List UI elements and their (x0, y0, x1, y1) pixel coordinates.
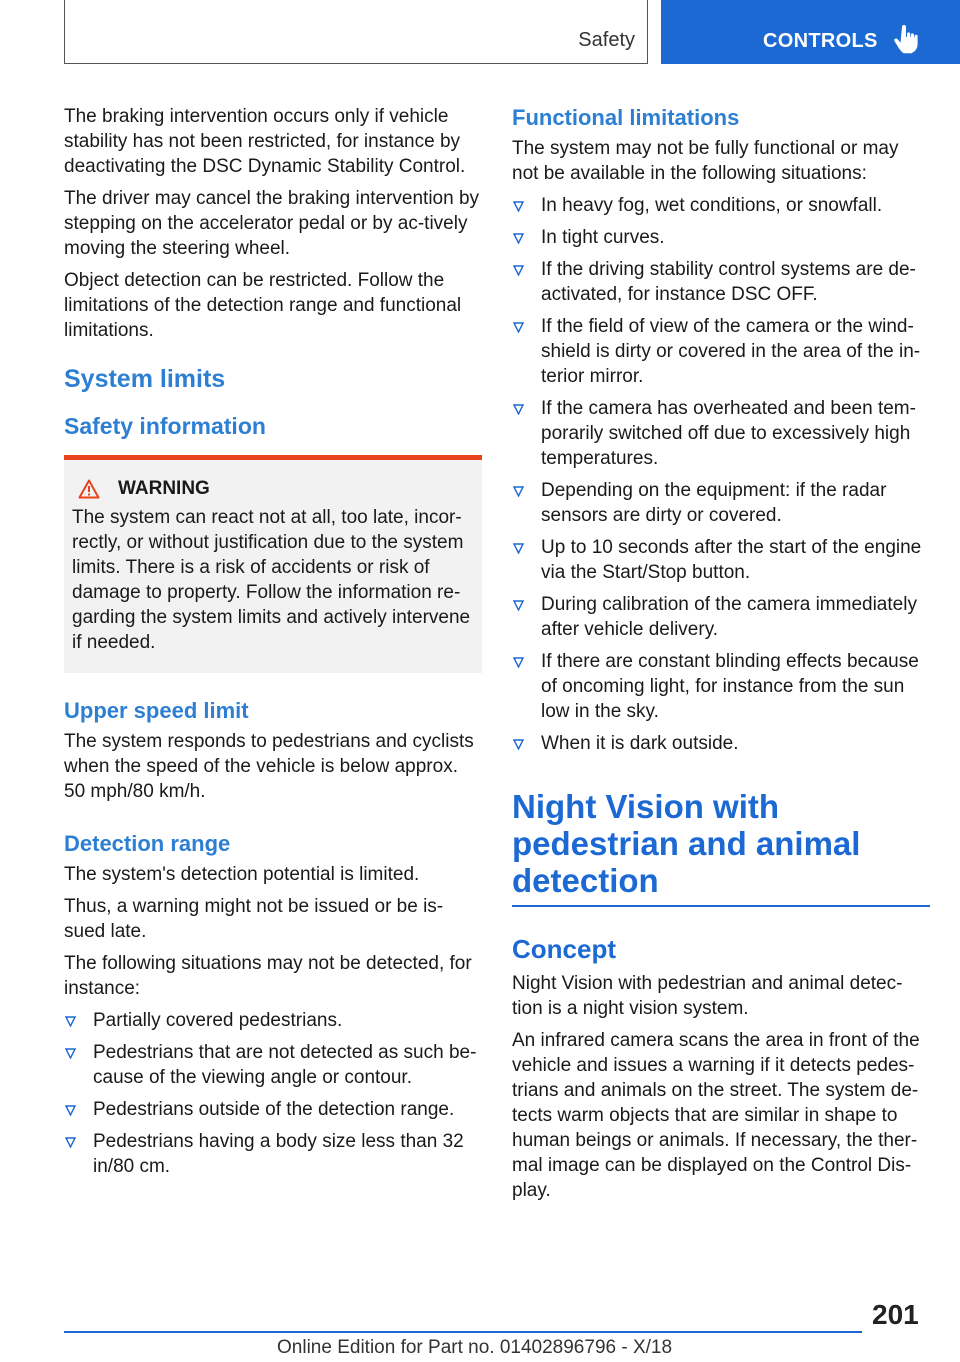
footer-divider (64, 1331, 862, 1333)
list-item-text: Up to 10 seconds after the start of the engine via the Start/Stop button. (541, 537, 922, 583)
hand-pointer-icon (894, 25, 922, 55)
triangle-bullet-icon (65, 1016, 76, 1027)
triangle-bullet-icon (513, 739, 524, 750)
warning-title: WARNING (118, 478, 210, 499)
list-item (64, 1040, 482, 1090)
header-chapter-tab[interactable] (661, 0, 960, 64)
paragraph: Object detection can be restricted. Follow the limitations of the detection range and functional limitations. (64, 270, 462, 341)
triangle-bullet-icon (65, 1048, 76, 1059)
list-item (512, 314, 930, 389)
list-item (512, 592, 930, 642)
list-item (64, 1097, 482, 1122)
list-item-text: Pedestrians that are not detected as such be-cause of the viewing angle or contour. (93, 1042, 477, 1088)
paragraph: The system responds to pedestrians and cyclists when the speed of the vehicle is below approx. 50 mph/80 km/h. (64, 731, 474, 802)
list-item (512, 257, 930, 307)
list-item (512, 649, 930, 724)
list-item-text: During calibration of the camera immediately after vehicle delivery. (541, 594, 917, 640)
heading-night-vision: Night Vision with pedestrian and animal detection (512, 788, 930, 907)
triangle-bullet-icon (513, 486, 524, 497)
list-item (512, 478, 930, 528)
heading-system-limits: System limits (64, 365, 226, 393)
header-chapter-title: CONTROLS (763, 30, 878, 52)
list-item-text: In tight curves. (541, 227, 665, 248)
paragraph: The braking intervention occurs only if vehicle stability has not been restricted, for instance by deactivating the DSC Dynamic Stability Control. (64, 106, 466, 177)
list-item-text: In heavy fog, wet conditions, or snowfall. (541, 195, 883, 216)
paragraph: The following situations may not be detected, for instance: (64, 953, 472, 999)
triangle-bullet-icon (513, 201, 524, 212)
triangle-bullet-icon (513, 657, 524, 668)
list-item (512, 731, 930, 756)
warning-triangle-icon (78, 479, 100, 499)
list-item-text: If the field of view of the camera or the wind-shield is dirty or covered in the area of the in-terior mirror. (541, 316, 921, 387)
paragraph: The driver may cancel the braking intervention by stepping on the accelerator pedal or by ac-tively moving the steering wheel. (64, 188, 480, 259)
header-section-tab (64, 0, 648, 64)
list-item-text: Pedestrians outside of the detection range. (93, 1099, 455, 1120)
list-item-text: If there are constant blinding effects because of oncoming light, for instance from the sun low in the sky. (541, 651, 919, 722)
paragraph: An infrared camera scans the area in front of the vehicle and issues a warning if it detects pedes-trians and animals on the street. The system de-tects warm objects that are similar in shape to human beings or animals. If necessary, the ther-mal image can be displayed on the Control Dis-play. (512, 1030, 920, 1201)
footer-edition[interactable]: Online Edition for Part no. 01402896796 - X/18 (277, 1337, 673, 1358)
list-item (64, 1008, 482, 1033)
list-item-text: Partially covered pedestrians. (93, 1010, 343, 1031)
list-item-text: Pedestrians having a body size less than 32 in/80 cm. (93, 1131, 464, 1177)
heading-upper-speed-limit: Upper speed limit (64, 698, 249, 723)
paragraph: Thus, a warning might not be issued or be is-sued late. (64, 896, 444, 942)
triangle-bullet-icon (513, 233, 524, 244)
triangle-bullet-icon (65, 1105, 76, 1116)
paragraph: The system's detection potential is limited. (64, 864, 420, 885)
list-item-text: If the camera has overheated and been tem-porarily switched off due to excessively high temperatures. (541, 398, 916, 469)
heading-concept: Concept (512, 934, 616, 964)
list-item (512, 396, 930, 471)
heading-safety-information: Safety information (64, 413, 266, 439)
list-item (512, 535, 930, 585)
right-column (512, 104, 930, 1210)
warning-header (72, 476, 474, 501)
list-item-text: When it is dark outside. (541, 733, 739, 754)
paragraph: The system may not be fully functional or may not be available in the following situations: (512, 138, 899, 184)
paragraph: Night Vision with pedestrian and animal detec-tion is a night vision system. (512, 973, 903, 1019)
triangle-bullet-icon (513, 322, 524, 333)
triangle-bullet-icon (513, 543, 524, 554)
functional-limitations-list (512, 193, 930, 756)
warning-box (64, 455, 482, 673)
list-item-text: If the driving stability control systems are de-activated, for instance DSC OFF. (541, 259, 916, 305)
list-item (512, 193, 930, 218)
list-item (64, 1129, 482, 1179)
heading-detection-range: Detection range (64, 831, 231, 856)
page-number: 201 (872, 1299, 919, 1330)
detection-list (64, 1008, 482, 1179)
triangle-bullet-icon (65, 1137, 76, 1148)
heading-functional-limitations: Functional limitations (512, 105, 740, 130)
warning-body: The system can react not at all, too late, incor-rectly, or without justification due to the system limits. There is a risk of accidents or risk of damage to property. Follow the information re-garding the system limits and actively intervene if needed. (72, 507, 471, 653)
triangle-bullet-icon (513, 600, 524, 611)
list-item (512, 225, 930, 250)
header-section-title: Safety (578, 29, 635, 51)
triangle-bullet-icon (513, 404, 524, 415)
list-item-text: Depending on the equipment: if the radar sensors are dirty or covered. (541, 480, 887, 526)
left-column (64, 104, 482, 1186)
triangle-bullet-icon (513, 265, 524, 276)
